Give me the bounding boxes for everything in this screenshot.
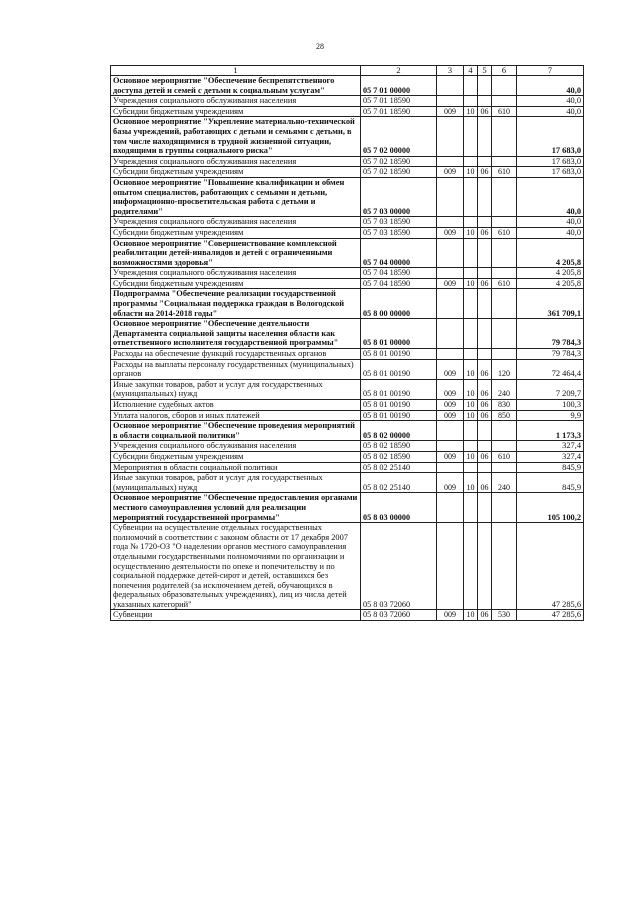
table-row bbox=[111, 167, 584, 178]
column-header: 5 bbox=[478, 66, 492, 76]
row-code: 05 8 01 00190 bbox=[361, 410, 437, 421]
row-admin-code: 009 bbox=[437, 451, 464, 462]
row-code: 05 7 01 18590 bbox=[361, 106, 437, 117]
table-row bbox=[111, 441, 584, 452]
row-section bbox=[464, 217, 478, 228]
row-code: 05 8 02 25140 bbox=[361, 473, 437, 493]
row-expense-type: 610 bbox=[492, 278, 517, 289]
row-section: 10 bbox=[464, 359, 478, 379]
row-expense-type: 610 bbox=[492, 227, 517, 238]
row-subsection: 06 bbox=[478, 400, 492, 411]
row-subsection: 06 bbox=[478, 473, 492, 493]
table-row bbox=[111, 359, 584, 379]
row-section: 10 bbox=[464, 379, 478, 399]
row-expense-type bbox=[492, 268, 517, 279]
row-admin-code bbox=[437, 268, 464, 279]
row-subsection: 06 bbox=[478, 610, 492, 621]
row-expense-type bbox=[492, 217, 517, 228]
row-amount: 40,0 bbox=[517, 227, 584, 238]
row-name: Основное мероприятие "Обеспечение проведения мероприятий в области социальной политики" bbox=[111, 421, 361, 441]
row-expense-type: 610 bbox=[492, 167, 517, 178]
row-code: 05 7 04 18590 bbox=[361, 268, 437, 279]
row-amount: 40,0 bbox=[517, 217, 584, 228]
row-section bbox=[464, 156, 478, 167]
row-subsection bbox=[478, 421, 492, 441]
row-section bbox=[464, 289, 478, 319]
table-row bbox=[111, 349, 584, 360]
row-name: Учреждения социального обслуживания населения bbox=[111, 441, 361, 452]
table-row bbox=[111, 493, 584, 523]
row-expense-type bbox=[492, 76, 517, 96]
row-name: Основное мероприятие "Обеспечение предоставления органами местного самоуправления условий для реализации мероприятий государственной программы" bbox=[111, 493, 361, 523]
row-code: 05 8 01 00000 bbox=[361, 319, 437, 349]
row-amount: 47 285,6 bbox=[517, 523, 584, 610]
column-header: 4 bbox=[464, 66, 478, 76]
row-amount: 9,9 bbox=[517, 410, 584, 421]
row-code: 05 8 00 00000 bbox=[361, 289, 437, 319]
table-row bbox=[111, 421, 584, 441]
row-name: Учреждения социального обслуживания населения bbox=[111, 268, 361, 279]
row-code: 05 8 02 00000 bbox=[361, 421, 437, 441]
row-subsection: 06 bbox=[478, 106, 492, 117]
table-row bbox=[111, 379, 584, 399]
row-admin-code: 009 bbox=[437, 400, 464, 411]
row-subsection: 06 bbox=[478, 278, 492, 289]
row-amount: 17 683,0 bbox=[517, 156, 584, 167]
row-expense-type bbox=[492, 319, 517, 349]
row-name: Учреждения социального обслуживания населения bbox=[111, 156, 361, 167]
row-name: Субсидии бюджетным учреждениям bbox=[111, 227, 361, 238]
column-header: 7 bbox=[517, 66, 584, 76]
row-section: 10 bbox=[464, 451, 478, 462]
row-amount: 4 205,8 bbox=[517, 268, 584, 279]
row-subsection: 06 bbox=[478, 227, 492, 238]
row-expense-type bbox=[492, 523, 517, 610]
row-section: 10 bbox=[464, 610, 478, 621]
row-admin-code bbox=[437, 96, 464, 107]
row-expense-type bbox=[492, 421, 517, 441]
row-subsection: 06 bbox=[478, 410, 492, 421]
row-name: Субсидии бюджетным учреждениям bbox=[111, 278, 361, 289]
row-amount: 17 683,0 bbox=[517, 167, 584, 178]
row-code: 05 8 03 72060 bbox=[361, 523, 437, 610]
row-code: 05 8 03 00000 bbox=[361, 493, 437, 523]
row-section bbox=[464, 76, 478, 96]
row-subsection bbox=[478, 493, 492, 523]
table-row bbox=[111, 177, 584, 216]
row-code: 05 8 01 00190 bbox=[361, 400, 437, 411]
row-section: 10 bbox=[464, 278, 478, 289]
row-name: Иные закупки товаров, работ и услуг для государственных (муниципальных) нужд bbox=[111, 379, 361, 399]
row-admin-code bbox=[437, 238, 464, 268]
row-section bbox=[464, 177, 478, 216]
row-name: Субсидии бюджетным учреждениям bbox=[111, 106, 361, 117]
row-admin-code: 009 bbox=[437, 610, 464, 621]
row-expense-type: 240 bbox=[492, 379, 517, 399]
row-section bbox=[464, 421, 478, 441]
row-amount: 327,4 bbox=[517, 451, 584, 462]
row-code: 05 8 02 25140 bbox=[361, 462, 437, 473]
row-section bbox=[464, 117, 478, 156]
row-subsection bbox=[478, 238, 492, 268]
column-header: 2 bbox=[361, 66, 437, 76]
row-code: 05 7 03 00000 bbox=[361, 177, 437, 216]
row-name: Основное мероприятие "Укрепление материально-технической базы учреждений, работающих с детьми и семьями с детьми, в том числе находящимися в трудной жизненной ситуации, входящими в группы социального риска" bbox=[111, 117, 361, 156]
row-subsection: 06 bbox=[478, 379, 492, 399]
row-code: 05 7 04 00000 bbox=[361, 238, 437, 268]
row-subsection: 06 bbox=[478, 451, 492, 462]
row-expense-type: 530 bbox=[492, 610, 517, 621]
row-admin-code: 009 bbox=[437, 278, 464, 289]
table-row bbox=[111, 400, 584, 411]
row-expense-type: 240 bbox=[492, 473, 517, 493]
row-subsection bbox=[478, 177, 492, 216]
row-admin-code: 009 bbox=[437, 167, 464, 178]
table-row bbox=[111, 156, 584, 167]
row-admin-code bbox=[437, 217, 464, 228]
row-code: 05 7 02 18590 bbox=[361, 156, 437, 167]
row-section: 10 bbox=[464, 227, 478, 238]
row-subsection bbox=[478, 96, 492, 107]
row-name: Основное мероприятие "Совершенствование комплексной реабилитации детей-инвалидов и детей с ограниченными возможностями здоровья" bbox=[111, 238, 361, 268]
row-section: 10 bbox=[464, 473, 478, 493]
table-row bbox=[111, 76, 584, 96]
table-row bbox=[111, 217, 584, 228]
row-expense-type: 610 bbox=[492, 451, 517, 462]
row-code: 05 8 03 72060 bbox=[361, 610, 437, 621]
row-amount: 47 285,6 bbox=[517, 610, 584, 621]
row-amount: 40,0 bbox=[517, 96, 584, 107]
table-row bbox=[111, 238, 584, 268]
row-name: Субсидии бюджетным учреждениям bbox=[111, 451, 361, 462]
row-expense-type bbox=[492, 493, 517, 523]
row-section: 10 bbox=[464, 167, 478, 178]
row-name: Иные закупки товаров, работ и услуг для государственных (муниципальных) нужд bbox=[111, 473, 361, 493]
row-section bbox=[464, 349, 478, 360]
table-header-row bbox=[111, 66, 584, 76]
row-section bbox=[464, 96, 478, 107]
row-section bbox=[464, 319, 478, 349]
row-name: Расходы на обеспечение функций государственных органов bbox=[111, 349, 361, 360]
row-admin-code bbox=[437, 441, 464, 452]
row-code: 05 7 03 18590 bbox=[361, 227, 437, 238]
column-header: 1 bbox=[111, 66, 361, 76]
row-name: Уплата налогов, сборов и иных платежей bbox=[111, 410, 361, 421]
row-expense-type bbox=[492, 96, 517, 107]
row-admin-code bbox=[437, 421, 464, 441]
row-admin-code: 009 bbox=[437, 106, 464, 117]
row-name: Расходы на выплаты персоналу государственных (муниципальных) органов bbox=[111, 359, 361, 379]
row-code: 05 7 02 18590 bbox=[361, 167, 437, 178]
table-row bbox=[111, 96, 584, 107]
row-amount: 1 173,3 bbox=[517, 421, 584, 441]
row-expense-type bbox=[492, 349, 517, 360]
row-name: Субвенции bbox=[111, 610, 361, 621]
row-amount: 79 784,3 bbox=[517, 349, 584, 360]
table-row bbox=[111, 473, 584, 493]
row-subsection bbox=[478, 217, 492, 228]
column-header: 6 bbox=[492, 66, 517, 76]
row-code: 05 7 02 00000 bbox=[361, 117, 437, 156]
table-row bbox=[111, 410, 584, 421]
row-section bbox=[464, 493, 478, 523]
row-amount: 327,4 bbox=[517, 441, 584, 452]
row-name: Подпрограмма "Обеспечение реализации государственной программы "Социальная поддержка граждан в Вологодской области на 2014-2018 годы" bbox=[111, 289, 361, 319]
row-subsection bbox=[478, 462, 492, 473]
row-expense-type bbox=[492, 156, 517, 167]
row-expense-type bbox=[492, 177, 517, 216]
row-expense-type: 610 bbox=[492, 106, 517, 117]
row-expense-type bbox=[492, 289, 517, 319]
row-admin-code bbox=[437, 493, 464, 523]
table-row bbox=[111, 227, 584, 238]
row-admin-code: 009 bbox=[437, 359, 464, 379]
row-code: 05 8 01 00190 bbox=[361, 359, 437, 379]
row-subsection bbox=[478, 156, 492, 167]
row-subsection bbox=[478, 76, 492, 96]
row-name: Основное мероприятие "Обеспечение деятельности Департамента социальной защиты населения области как ответственного исполнителя государственной программы" bbox=[111, 319, 361, 349]
row-subsection bbox=[478, 268, 492, 279]
row-admin-code bbox=[437, 349, 464, 360]
table-row bbox=[111, 462, 584, 473]
row-amount: 40,0 bbox=[517, 106, 584, 117]
row-amount: 79 784,3 bbox=[517, 319, 584, 349]
table-row bbox=[111, 319, 584, 349]
row-name: Основное мероприятие "Обеспечение беспрепятственного доступа детей и семей с детьми к социальным услугам" bbox=[111, 76, 361, 96]
table-row bbox=[111, 106, 584, 117]
row-admin-code bbox=[437, 462, 464, 473]
row-section: 10 bbox=[464, 410, 478, 421]
row-name: Субсидии бюджетным учреждениям bbox=[111, 167, 361, 178]
row-amount: 40,0 bbox=[517, 177, 584, 216]
row-subsection bbox=[478, 289, 492, 319]
table-row bbox=[111, 278, 584, 289]
row-section: 10 bbox=[464, 400, 478, 411]
row-admin-code bbox=[437, 319, 464, 349]
row-amount: 845,9 bbox=[517, 473, 584, 493]
row-amount: 4 205,8 bbox=[517, 278, 584, 289]
row-amount: 845,9 bbox=[517, 462, 584, 473]
row-expense-type: 850 bbox=[492, 410, 517, 421]
row-expense-type bbox=[492, 117, 517, 156]
row-section bbox=[464, 523, 478, 610]
row-code: 05 8 02 18590 bbox=[361, 451, 437, 462]
row-expense-type: 830 bbox=[492, 400, 517, 411]
row-admin-code bbox=[437, 76, 464, 96]
row-amount: 100,3 bbox=[517, 400, 584, 411]
row-name: Учреждения социального обслуживания населения bbox=[111, 217, 361, 228]
row-amount: 72 464,4 bbox=[517, 359, 584, 379]
row-section bbox=[464, 462, 478, 473]
row-expense-type bbox=[492, 441, 517, 452]
row-subsection: 06 bbox=[478, 359, 492, 379]
row-code: 05 7 04 18590 bbox=[361, 278, 437, 289]
row-section: 10 bbox=[464, 106, 478, 117]
budget-table bbox=[110, 65, 584, 621]
row-section bbox=[464, 238, 478, 268]
row-admin-code bbox=[437, 156, 464, 167]
row-admin-code bbox=[437, 289, 464, 319]
row-name: Основное мероприятие "Повышение квалификации и обмен опытом специалистов, работающих с семьями и детьми, информационно-просветительская работа с детьми и родителями" bbox=[111, 177, 361, 216]
row-subsection bbox=[478, 349, 492, 360]
row-subsection bbox=[478, 441, 492, 452]
row-admin-code bbox=[437, 117, 464, 156]
row-admin-code: 009 bbox=[437, 410, 464, 421]
table-row bbox=[111, 610, 584, 621]
column-header: 3 bbox=[437, 66, 464, 76]
row-amount: 17 683,0 bbox=[517, 117, 584, 156]
row-name: Субвенции на осуществление отдельных государственных полномочий в соответствии с законом области от 17 декабря 2007 года № 1720-ОЗ "О наделении органов местного самоуправления отдельными государственными полномочиями по организации и осуществлению деятельности по опеке и попечительству и по социальной поддержке детей-сирот и детей, оставшихся без попечения родителей (за исключением детей, обучающихся в федеральных образовательных учреждениях), лиц из числа детей указанных категорий" bbox=[111, 523, 361, 610]
row-code: 05 7 01 18590 bbox=[361, 96, 437, 107]
row-subsection bbox=[478, 117, 492, 156]
row-amount: 361 709,1 bbox=[517, 289, 584, 319]
row-section bbox=[464, 268, 478, 279]
row-expense-type bbox=[492, 238, 517, 268]
row-code: 05 8 02 18590 bbox=[361, 441, 437, 452]
row-expense-type: 120 bbox=[492, 359, 517, 379]
table-row bbox=[111, 523, 584, 610]
row-subsection bbox=[478, 319, 492, 349]
row-amount: 105 100,2 bbox=[517, 493, 584, 523]
row-admin-code: 009 bbox=[437, 227, 464, 238]
row-admin-code bbox=[437, 523, 464, 610]
page-number: 28 bbox=[316, 42, 324, 51]
row-code: 05 7 01 00000 bbox=[361, 76, 437, 96]
row-name: Исполнение судебных актов bbox=[111, 400, 361, 411]
row-name: Мероприятия в области социальной политики bbox=[111, 462, 361, 473]
row-expense-type bbox=[492, 462, 517, 473]
row-code: 05 7 03 18590 bbox=[361, 217, 437, 228]
row-amount: 4 205,8 bbox=[517, 238, 584, 268]
row-admin-code: 009 bbox=[437, 473, 464, 493]
row-admin-code bbox=[437, 177, 464, 216]
row-subsection bbox=[478, 523, 492, 610]
table-row bbox=[111, 268, 584, 279]
table-row bbox=[111, 117, 584, 156]
row-amount: 7 209,7 bbox=[517, 379, 584, 399]
row-name: Учреждения социального обслуживания населения bbox=[111, 96, 361, 107]
row-subsection: 06 bbox=[478, 167, 492, 178]
row-code: 05 8 01 00190 bbox=[361, 379, 437, 399]
table-row bbox=[111, 289, 584, 319]
table-row bbox=[111, 451, 584, 462]
row-section bbox=[464, 441, 478, 452]
row-amount: 40,0 bbox=[517, 76, 584, 96]
row-admin-code: 009 bbox=[437, 379, 464, 399]
row-code: 05 8 01 00190 bbox=[361, 349, 437, 360]
